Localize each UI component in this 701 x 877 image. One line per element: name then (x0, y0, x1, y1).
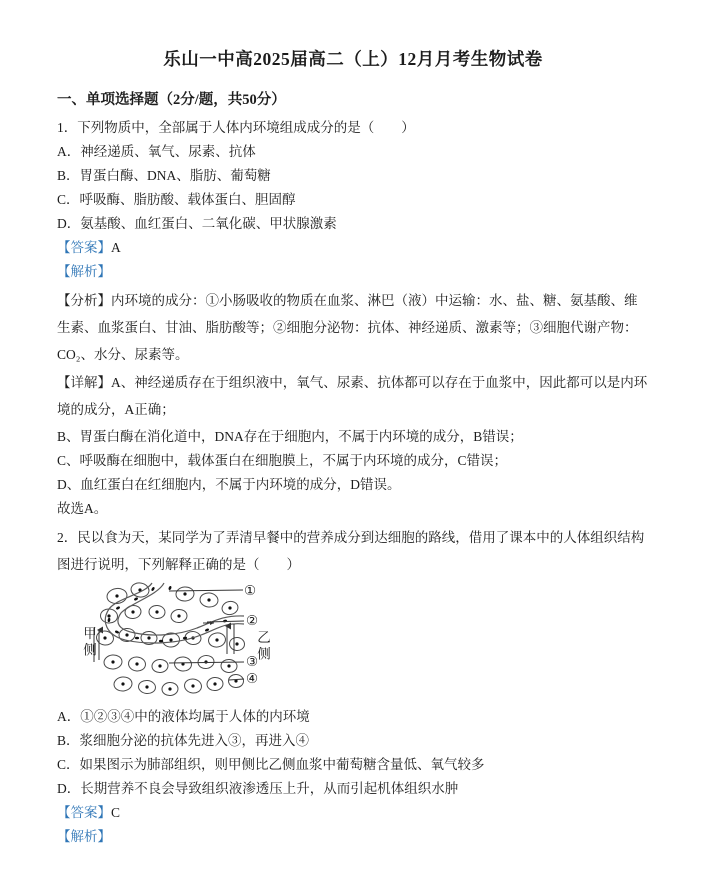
q2-option-a: A．①②③④中的液体均属于人体的内环境 (57, 709, 310, 724)
q1-analysis-paragraph: 【分析】内环境的成分：①小肠吸收的物质在血浆、淋巴（液）中运输：水、盐、糖、氨基酸、维生素、血浆蛋白、甘油、脂肪酸等；②细胞分泌物：抗体、神经递质、激素等；③细胞代谢产物：CO₂、水分、尿素等。 (57, 293, 638, 362)
figure-label-3: ③ (246, 654, 259, 669)
tissue-figure-drawing (57, 582, 349, 700)
q2-analysis-label-line (57, 828, 649, 846)
q1-option-b: B．胃蛋白酶、DNA、脂肪、葡萄糖 (57, 168, 271, 183)
q2-answer-value: C (111, 805, 121, 820)
figure-label-4: ④ (246, 671, 259, 686)
q1-stem: 1．下列物质中，全部属于人体内环境组成成分的是（ ） (57, 120, 415, 135)
q2-stem: 2．民以食为天，某同学为了弄清早餐中的营养成分到达细胞的路线，借用了课本中的人体组织结构图进行说明，下列解释正确的是（ ） (57, 530, 645, 572)
q1-detail-a: 【详解】A、神经递质存在于组织液中，氧气、尿素、抗体都可以存在于血浆中，因此都可以是内环境的成分，A正确； (57, 375, 648, 417)
section-header: 一、单项选择题（2分/题，共50分） (57, 92, 286, 108)
q1-analysis-label-line (57, 263, 649, 281)
figure-label-2: ② (246, 613, 259, 628)
page-title: 乐山一中高2025届高二（上）12月月考生物试卷 (163, 49, 543, 69)
analysis-label: 【解析】 (57, 829, 111, 844)
figure-left-side-label: 甲侧 (81, 626, 96, 659)
q1-answer-value: A (111, 240, 121, 255)
answer-label: 【答案】 (57, 805, 111, 820)
analysis-label: 【解析】 (57, 264, 111, 279)
answer-label: 【答案】 (57, 240, 111, 255)
q1-conclusion: 故选A。 (57, 501, 108, 516)
q1-option-c: C．呼吸酶、脂肪酸、载体蛋白、胆固醇 (57, 192, 296, 207)
figure-right-side-label: 乙侧 (255, 630, 270, 663)
q1-option-d: D．氨基酸、血红蛋白、二氧化碳、甲状腺激素 (57, 216, 337, 231)
q1-option-a: A．神经递质、氧气、尿素、抗体 (57, 144, 256, 159)
q1-detail-c: C、呼吸酶在细胞中，载体蛋白在细胞膜上，不属于内环境的成分，C错误； (57, 453, 508, 468)
q1-answer-line (57, 239, 649, 257)
q2-answer-line (57, 804, 649, 822)
q1-detail-b: B、胃蛋白酶在消化道中，DNA存在于细胞内，不属于内环境的成分，B错误； (57, 429, 523, 444)
figure-label-1: ① (244, 583, 257, 598)
tissue-structure-figure (57, 582, 349, 700)
q2-option-c: C．如果图示为肺部组织，则甲侧比乙侧血浆中葡萄糖含量低、氧气较多 (57, 757, 485, 772)
q1-detail-d: D、血红蛋白在红细胞内，不属于内环境的成分，D错误。 (57, 477, 401, 492)
q2-option-b: B．浆细胞分泌的抗体先进入③，再进入④ (57, 733, 310, 748)
q2-option-d: D．长期营养不良会导致组织液渗透压上升，从而引起机体组织水肿 (57, 781, 459, 796)
